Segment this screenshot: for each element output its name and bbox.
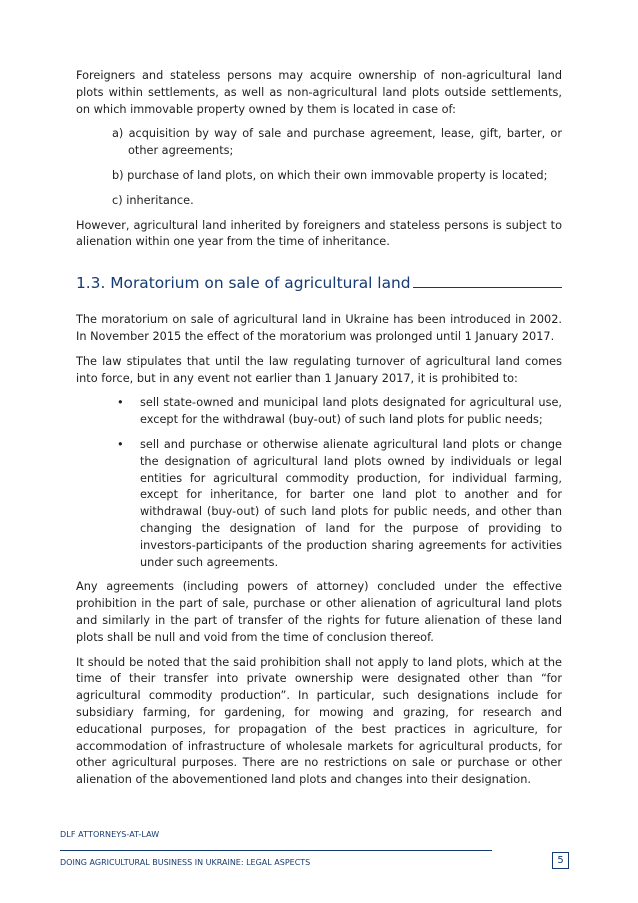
list-item: [117, 437, 562, 571]
footer-document-title: DOING AGRICULTURAL BUSINESS IN UKRAINE: LEGAL ASPECTS: [60, 858, 311, 867]
list-item-b: b) purchase of land plots, on which their own immovable property is located;: [112, 168, 548, 182]
bullet-text: sell and purchase or otherwise alienate agricultural land plots or change the designation of agricultural land plots owned by individuals or legal entities for agricultural commodity production, for individual farming, except for inheritance, for barter one land plot to another and for withdrawal (buy-out) of such land plots for public needs, and other than changing the designation of land for the purpose of providing to investors-participants of the production sharing agreements for activities under such agreements.: [140, 437, 562, 569]
heading-underline: [413, 287, 562, 288]
paragraph-law-stipulates: The law stipulates that until the law regulating turnover of agricultural land comes into force, but in any event not earlier than 1 January 2017, it is prohibited to:: [76, 354, 562, 385]
bullet-text: sell state-owned and municipal land plots designated for agricultural use, except for the withdrawal (buy-out) of such land plots for public needs;: [140, 396, 562, 427]
page-footer: [60, 830, 568, 867]
paragraph-agreements-void: Any agreements (including powers of attorney) concluded under the effective prohibition in the part of sale, purchase or other alienation of agricultural land plots and similarly in the part of transfer of the rights for future alienation of these land plots shall be null and void from the time of conclusion thereof.: [76, 580, 562, 644]
footer-divider: [60, 850, 492, 851]
bullet-icon: •: [117, 437, 124, 451]
paragraph-exceptions: It should be noted that the said prohibition shall not apply to land plots, which at the time of their transfer into private ownership were designated other than “for agricultural commodity production”. In particular, such designations include for subsidiary farming, for gardening, for mowing and grazing, for research and educational purposes, for propagation of the best practices in agriculture, for accommodation of infrastructure of wholesale markets for agricultural products, for other agricultural purposes. There are no restrictions on sale or purchase or other alienation of the abovementioned land plots and changes into their designation.: [76, 655, 562, 787]
paragraph-foreigners: Foreigners and stateless persons may acquire ownership of non-agricultural land plots within settlements, as well as non-agricultural land plots outside settlements, on which immovable property owned by them is located in case of:: [76, 69, 562, 116]
section-heading-text: 1.3. Moratorium on sale of agricultural land: [76, 274, 411, 293]
list-item: [117, 395, 562, 429]
footer-firm-name: DLF ATTORNEYS-AT-LAW: [60, 830, 160, 839]
paragraph-moratorium-intro: The moratorium on sale of agricultural land in Ukraine has been introduced in 2002. In November 2015 the effect of the moratorium was prolonged until 1 January 2017.: [76, 313, 562, 343]
prohibition-list: [76, 395, 562, 571]
document-body: [76, 68, 562, 789]
list-item-a: a) acquisition by way of sale and purchase agreement, lease, gift, barter, or other agreements;: [112, 127, 562, 158]
bullet-icon: •: [117, 396, 124, 410]
list-item-c: c) inheritance.: [112, 193, 194, 207]
page-number: 5: [552, 852, 569, 869]
paragraph-inheritance: However, agricultural land inherited by foreigners and stateless persons is subject to alienation within one year from the time of inheritance.: [76, 218, 562, 249]
section-heading: [76, 273, 562, 293]
